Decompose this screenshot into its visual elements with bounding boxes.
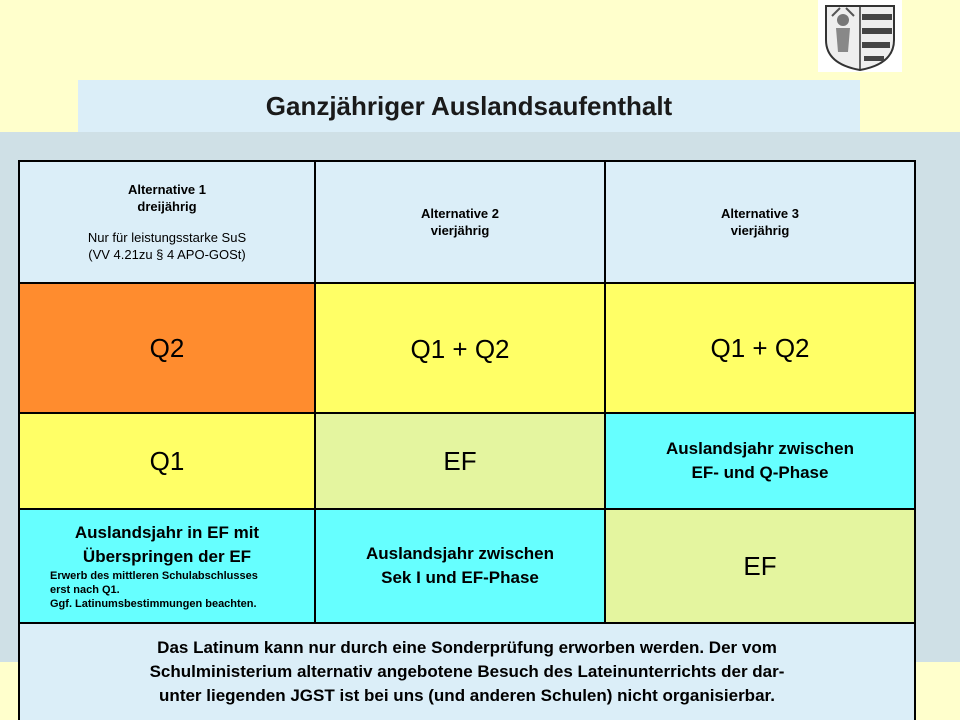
cell-label: EF bbox=[443, 445, 477, 476]
cell-note-2: erst nach Q1. bbox=[50, 584, 120, 596]
cell-alt1-q2 bbox=[18, 282, 316, 414]
cell-label: Q1 + Q2 bbox=[410, 333, 510, 364]
cell-line-2: Überspringen der EF bbox=[82, 547, 252, 566]
header-alternative-1 bbox=[18, 160, 316, 284]
cell-label: Q2 bbox=[149, 332, 185, 363]
cell-line-1: Auslandsjahr in EF mit bbox=[74, 523, 260, 542]
alt1-title: Alternative 1 bbox=[127, 182, 207, 197]
page-title-box bbox=[78, 80, 860, 132]
footer-line-2: Schulministerium alternativ angebotene Besuch des Lateinunterrichts der dar- bbox=[149, 662, 785, 681]
alt3-title: Alternative 3 bbox=[720, 206, 800, 221]
cell-label: Q1 + Q2 bbox=[710, 332, 810, 363]
cell-alt3-auslandsjahr bbox=[604, 412, 916, 510]
page-title: Ganzjähriger Auslandsaufenthalt bbox=[265, 90, 673, 121]
footer-line-1: Das Latinum kann nur durch eine Sonderprüfung erworben werden. Der vom bbox=[157, 638, 777, 657]
cell-line-1: Auslandsjahr zwischen bbox=[666, 439, 854, 458]
alt2-duration: vierjährig bbox=[430, 223, 490, 238]
header-alternative-2 bbox=[314, 160, 606, 284]
cell-note-1: Erwerb des mittleren Schulabschlusses bbox=[50, 570, 258, 582]
cell-note-3: Ggf. Latinumsbestimmungen beachten. bbox=[50, 598, 257, 610]
cell-alt2-ef bbox=[314, 412, 606, 510]
cell-alt1-q1 bbox=[18, 412, 316, 510]
alt1-duration: dreijährig bbox=[137, 199, 197, 214]
cell-alt2-q1-q2 bbox=[314, 282, 606, 414]
alt1-note-1: Nur für leistungsstarke SuS bbox=[87, 230, 247, 245]
alt3-duration: vierjährig bbox=[730, 223, 790, 238]
alt2-title: Alternative 2 bbox=[420, 206, 500, 221]
coat-of-arms-logo bbox=[818, 0, 902, 72]
cell-alt3-q1-q2 bbox=[604, 282, 916, 414]
cell-line-1: Auslandsjahr zwischen bbox=[366, 544, 554, 563]
cell-line-2: EF- und Q-Phase bbox=[691, 463, 829, 482]
footer-line-3: unter liegenden JGST ist bei uns (und anderen Schulen) nicht organisierbar. bbox=[159, 686, 775, 705]
alt1-note-2: (VV 4.21zu § 4 APO-GOSt) bbox=[88, 247, 246, 262]
cell-label: EF bbox=[743, 550, 777, 581]
cell-alt1-auslandsjahr-ef bbox=[18, 508, 316, 624]
cell-line-2: Sek I und EF-Phase bbox=[381, 568, 539, 587]
cell-label: Q1 bbox=[149, 445, 185, 476]
cell-alt3-ef bbox=[604, 508, 916, 624]
header-alternative-3 bbox=[604, 160, 916, 284]
cell-alt2-auslandsjahr-sek1 bbox=[314, 508, 606, 624]
footer-note bbox=[18, 622, 916, 720]
